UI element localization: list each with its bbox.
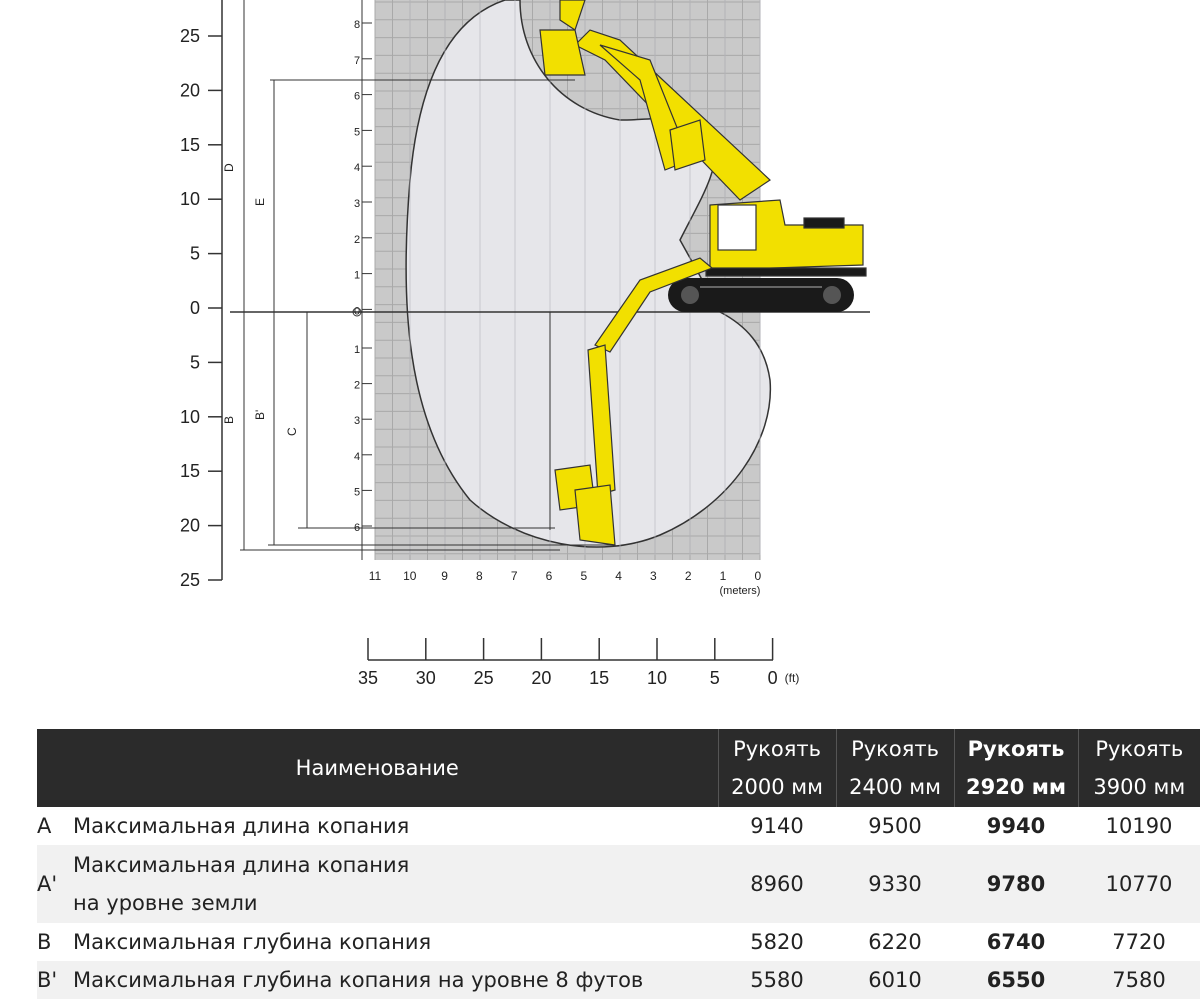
ft-vertical-tick-label: 15 <box>179 134 200 155</box>
dimension-label-e: E <box>253 197 267 206</box>
row-value: 7720 <box>1112 930 1166 954</box>
m-horizontal-tick-label: 3 <box>650 569 657 583</box>
ft-unit-label: (ft) <box>784 671 800 685</box>
m-horizontal-tick-label: 4 <box>615 569 622 583</box>
m-horizontal-tick-label: 7 <box>510 569 518 583</box>
m-vertical-tick-label: 7 <box>353 54 361 67</box>
ft-horizontal-tick-label: 15 <box>589 668 610 688</box>
ft-vertical-tick-label: 20 <box>179 80 200 101</box>
ft-horizontal-tick-group <box>358 638 778 688</box>
m-vertical-tick-label: 1 <box>353 269 361 282</box>
ft-horizontal-tick-label: 35 <box>357 668 379 688</box>
m-vertical-tick-label: 6 <box>353 90 361 103</box>
ft-horizontal-tick-label: 20 <box>531 668 552 688</box>
ft-horizontal-tick-label: 10 <box>646 668 668 688</box>
row-value: 7580 <box>1078 961 1200 999</box>
dimension-label-b: B <box>222 415 236 424</box>
ft-horizontal-tick-label: 30 <box>415 668 436 688</box>
ft-vertical-tick-label: 10 <box>179 406 200 427</box>
header-arm-2000: Рукоять 2000 мм <box>718 729 836 807</box>
ft-vertical-tick-group <box>180 26 222 590</box>
row-value: 6550 <box>954 961 1078 999</box>
row-name: Максимальная глубина копания на уровне 8 футов <box>73 961 718 999</box>
m-vertical-tick-label: 4 <box>353 450 361 463</box>
ft-vertical-tick-label: 15 <box>179 461 200 482</box>
excavator-body <box>706 200 866 276</box>
m-horizontal-tick-label: 10 <box>403 569 417 583</box>
dimension-label-b-prime: B' <box>253 409 267 420</box>
meters-unit-label: (meters) <box>719 585 761 597</box>
m-horizontal-tick-label: 11 <box>368 569 382 583</box>
table-row <box>37 923 1200 961</box>
row-value: 6010 <box>836 961 954 999</box>
dimension-label-c: C <box>285 427 299 436</box>
row-name: Максимальная глубина копания <box>73 930 432 954</box>
row-value: 9330 <box>836 845 954 923</box>
m-vertical-tick-label: 3 <box>353 198 361 210</box>
m-vertical-tick-label: 1 <box>353 344 361 356</box>
m-vertical-tick-label: 6 <box>353 522 361 534</box>
m-horizontal-tick-group <box>369 569 762 583</box>
m-vertical-tick-label: 2 <box>353 233 361 246</box>
row-value: 6740 <box>986 930 1046 954</box>
ft-vertical-tick-label: 5 <box>189 243 200 264</box>
table-row <box>37 961 1200 999</box>
m-horizontal-tick-label: 5 <box>580 569 588 583</box>
ft-horizontal-tick-label: 25 <box>473 668 494 688</box>
header-arm-2400: Рукоять 2400 мм <box>836 729 954 807</box>
row-name: Максимальная длина копания <box>73 814 410 838</box>
table-row <box>37 845 1200 923</box>
row-code: A' <box>37 845 73 923</box>
row-value: 9940 <box>986 814 1046 838</box>
header-name: Наименование <box>37 729 718 807</box>
row-value: 8960 <box>718 845 836 923</box>
header-arm-3900: Рукоять 3900 мм <box>1078 729 1200 807</box>
row-code: B' <box>37 961 73 999</box>
m-vertical-tick-label: 8 <box>353 19 361 31</box>
row-value: 5580 <box>718 961 836 999</box>
table-row <box>37 807 1200 845</box>
m-vertical-tick-label: 2 <box>353 379 361 392</box>
ft-vertical-tick-label: 5 <box>189 352 200 373</box>
spec-table <box>37 729 1200 999</box>
m-vertical-tick-label: 5 <box>353 126 361 139</box>
m-horizontal-tick-label: 1 <box>719 569 727 583</box>
table-header-row <box>37 729 1200 807</box>
row-value: 10190 <box>1105 814 1173 838</box>
row-value: 9500 <box>868 814 922 838</box>
ft-vertical-tick-label: 10 <box>179 189 200 210</box>
row-code: B <box>37 930 52 954</box>
row-value: 10770 <box>1078 845 1200 923</box>
row-value: 9780 <box>954 845 1078 923</box>
ft-vertical-tick-label: 25 <box>179 570 200 590</box>
m-horizontal-tick-label: 9 <box>441 569 448 583</box>
m-vertical-tick-group <box>354 19 372 534</box>
row-code: A <box>37 814 52 838</box>
ft-vertical-tick-label: 25 <box>179 26 200 46</box>
m-horizontal-tick-label: 6 <box>545 569 553 583</box>
row-name: Максимальная длина копания на уровне земли <box>73 845 718 923</box>
dimension-label-d: D <box>222 163 236 172</box>
ft-vertical-tick-label: 0 <box>189 298 200 318</box>
ft-horizontal-tick-label: 0 <box>767 668 778 688</box>
row-value: 9140 <box>750 814 804 838</box>
excavator-track <box>668 278 854 312</box>
m-vertical-tick-label: 5 <box>353 486 361 499</box>
row-value: 6220 <box>868 930 922 954</box>
ft-vertical-tick-label: 20 <box>179 515 200 536</box>
m-vertical-tick-label: 3 <box>353 415 361 428</box>
ft-horizontal-tick-label: 5 <box>709 668 720 688</box>
m-horizontal-tick-label: 8 <box>476 569 483 583</box>
m-vertical-tick-label: 0 <box>353 305 361 318</box>
m-horizontal-tick-label: 2 <box>684 569 692 583</box>
row-value: 5820 <box>750 930 804 954</box>
m-vertical-tick-label: 4 <box>353 162 361 175</box>
m-horizontal-tick-label: 0 <box>754 569 762 583</box>
header-arm-2920: Рукоять 2920 мм <box>954 729 1078 807</box>
